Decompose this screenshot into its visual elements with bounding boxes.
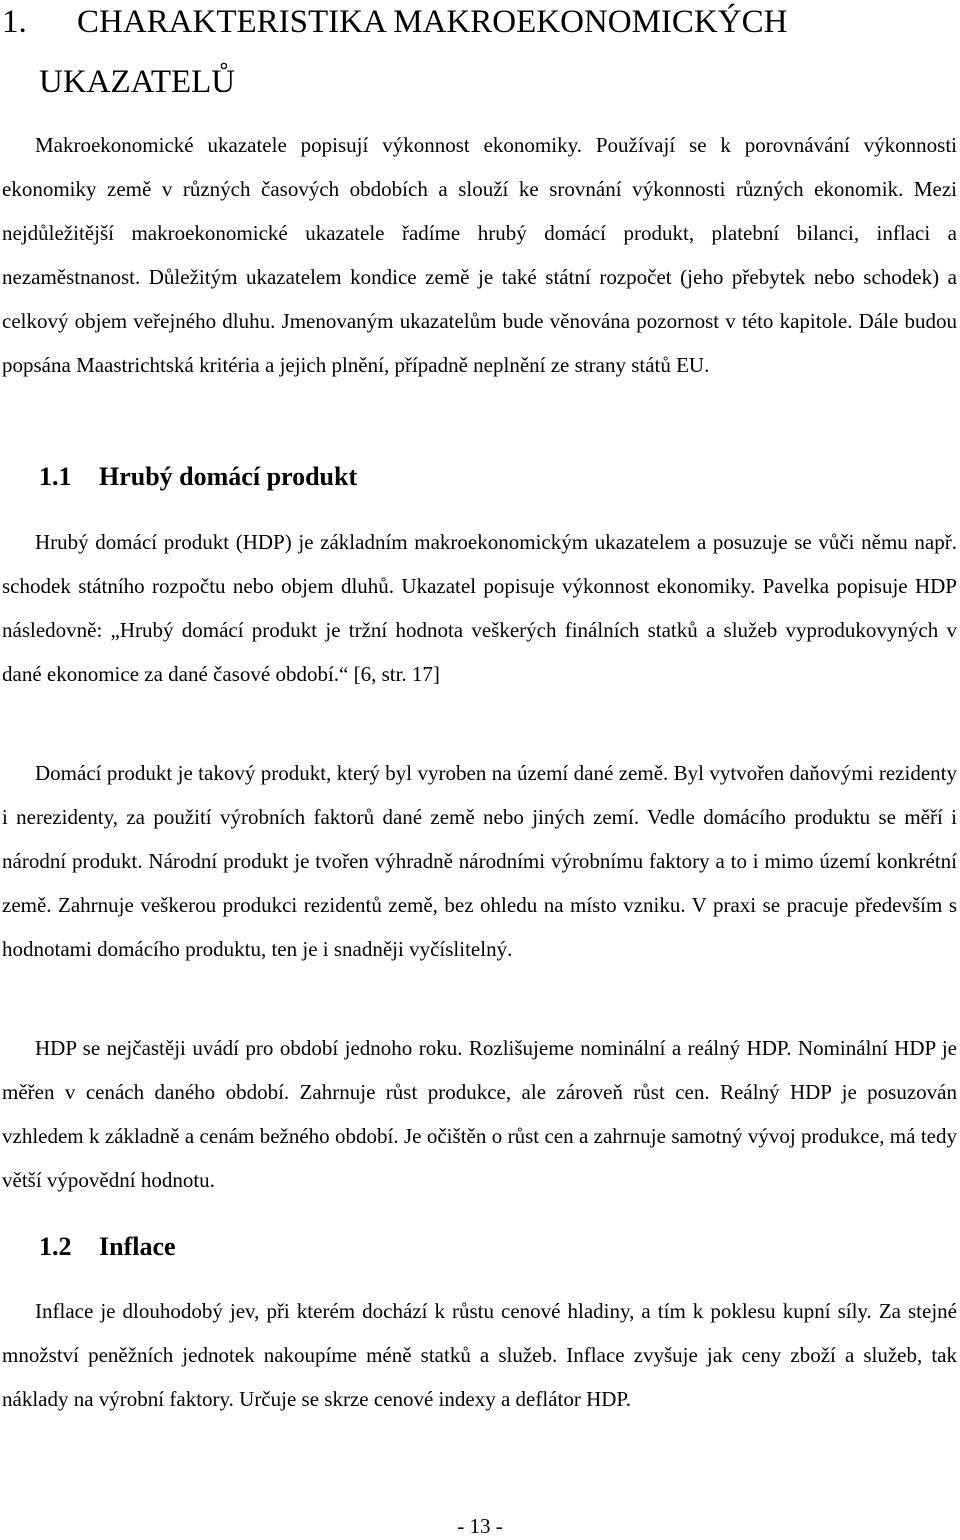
inflace-paragraph-1: Inflace je dlouhodobý jev, při kterém dochází k růstu cenové hladiny, a tím k poklesu kupní síly. Za stejné množství peněžních jednotek nakoupíme méně statků a služeb. Inflace zvyšuje jak ceny zboží a služeb, tak náklady na výrobní faktory. Určuje se skrze cenové indexy a deflátor HDP. [2, 1299, 957, 1411]
section-number: 1.2 [39, 1232, 72, 1261]
chapter-number: 1. [2, 4, 27, 40]
hdp-paragraph-2: Domácí produkt je takový produkt, který byl vyroben na území dané země. Byl vytvořen daňovými rezidenty i nerezidenty, za použití výrobních faktorů dané země nebo jiných zemí. Vedle domácího produktu se měří i národní produkt. Národní produkt je tvořen výhradně národními výrobnímu faktory a to i mimo území konkrétní země. Zahrnuje veškerou produkci rezidentů země, bez ohledu na místo vzniku. V praxi se pracuje především s hodnotami domácího produktu, ten je i snadněji vyčíslitelný. [2, 761, 957, 961]
section-number: 1.1 [39, 462, 72, 491]
hdp-paragraph-1: Hrubý domácí produkt (HDP) je základním makroekonomickým ukazatelem a posuzuje se vůči němu např. schodek státního rozpočtu nebo objem dluhů. Ukazatel popisuje výkonnost ekonomiky. Pavelka popisuje HDP následovně: „Hrubý domácí produkt je tržní hodnota veškerých finálních statků a služeb vyprodukovyných v dané ekonomice za dané časové období.“ [6, str. 17] [2, 530, 957, 686]
chapter-title-line1: CHARAKTERISTIKA MAKROEKONOMICKÝCH [77, 4, 788, 40]
hdp-paragraph-3: HDP se nejčastěji uvádí pro období jednoho roku. Rozlišujeme nominální a reálný HDP. Nominální HDP je měřen v cenách daného období. Zahrnuje růst produkce, ale zároveň růst cen. Reálný HDP je posuzován vzhledem k základně a cenám bežného období. Je očištěn o růst cen a zahrnuje samotný vývoj produkce, má tedy větší výpovědní hodnotu. [2, 1036, 957, 1192]
intro-paragraph: Makroekonomické ukazatele popisují výkonnost ekonomiky. Používají se k porovnávání výkonnosti ekonomiky země v různých časových obdobích a slouží ke srovnání výkonnosti různých ekonomik. Mezi nejdůležitější makroekonomické ukazatele řadíme hrubý domácí produkt, platební bilanci, inflaci a nezaměstnanost. Důležitým ukazatelem kondice země je také státní rozpočet (jeho přebytek nebo schodek) a celkový objem veřejného dluhu. Jmenovaným ukazatelům bude věnována pozornost v této kapitole. Dále budou popsána Maastrichtská kritéria a jejich plnění, případně neplnění ze strany států EU. [2, 133, 957, 377]
page-number: - 13 - [457, 1514, 503, 1538]
chapter-title-line2: UKAZATELŮ [39, 64, 236, 100]
section-heading-inflace [39, 1232, 176, 1262]
section-heading-hdp [39, 462, 357, 492]
section-title: Inflace [99, 1232, 176, 1261]
section-title: Hrubý domácí produkt [99, 462, 358, 491]
